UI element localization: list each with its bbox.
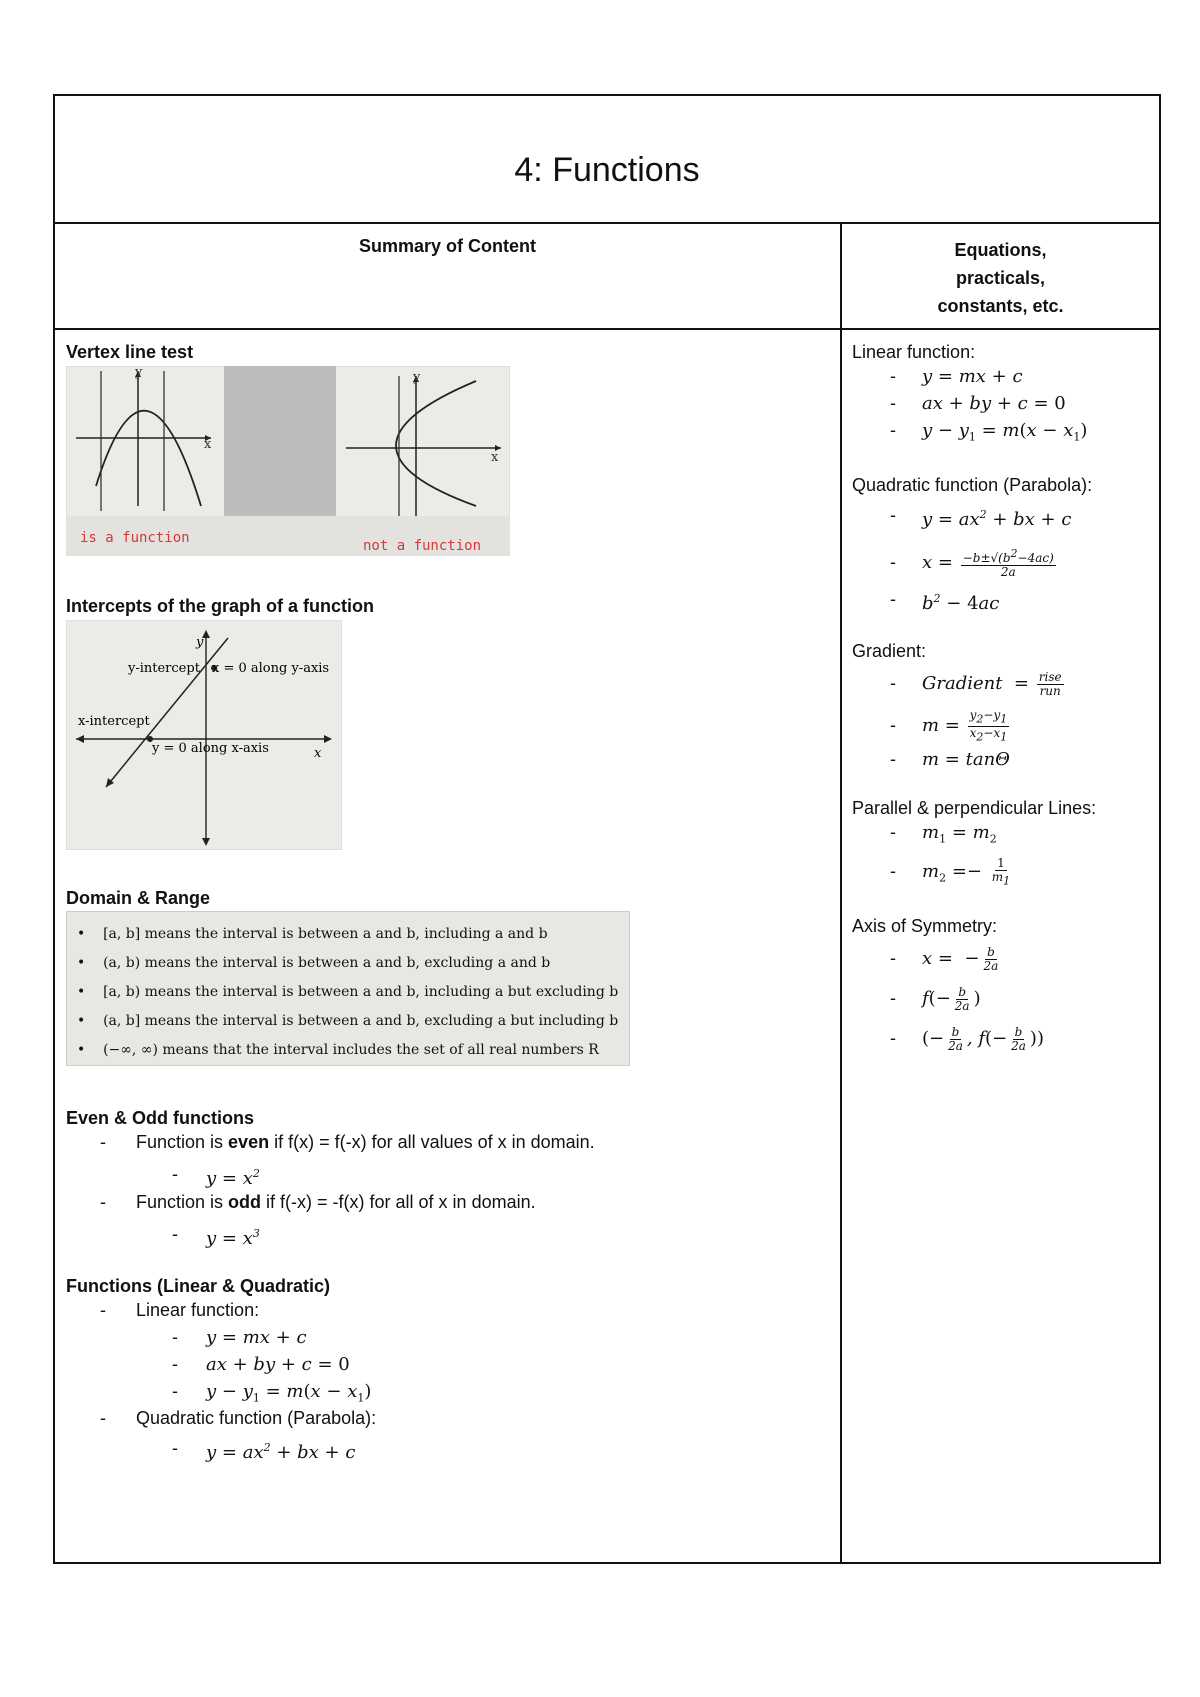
- equations-header-line: constants, etc.: [937, 296, 1064, 316]
- domain-item: • [a, b) means the interval is between a and b, including a but excluding b: [77, 984, 619, 1000]
- even-rule: - Function is even if f(x) = f(-x) for all values of x in domain.: [100, 1132, 595, 1152]
- quadratic-eq: - $y = ax^2$ + bx + c: [890, 505, 1072, 530]
- equations-header-line: practicals,: [955, 268, 1046, 288]
- axis-label: y: [135, 366, 143, 380]
- gradient-eq: - m = tanΘ: [890, 749, 1010, 770]
- odd-example: - $y = x^3$: [172, 1224, 260, 1249]
- domain-range-figure: [66, 911, 630, 1066]
- linear-heading: Linear function:: [852, 342, 976, 362]
- axis-label: x: [204, 437, 212, 452]
- parallel-eq: - $m_1 = m_2$: [890, 822, 997, 846]
- column-divider: [840, 222, 842, 1564]
- linear-label: - Linear function:: [100, 1300, 260, 1320]
- even-odd-title: Even & Odd functions: [66, 1108, 255, 1128]
- functions-title: Functions (Linear & Quadratic): [66, 1276, 331, 1296]
- domain-item: • (−∞, ∞) means that the interval includes the set of all real numbers R: [77, 1042, 599, 1058]
- quadratic-eq: - $y = ax^2$ + bx + c: [172, 1438, 356, 1463]
- linear-eq: - $y - y_1 = m(x - x_1)$: [172, 1381, 372, 1405]
- linear-eq: - y = mx + c: [890, 366, 1023, 387]
- domain-item: • (a, b] means the interval is between a and b, excluding a but including b: [77, 1013, 619, 1029]
- equations-header: [842, 236, 1159, 320]
- equations-column: [852, 340, 1152, 1058]
- quadratic-heading: Quadratic function (Parabola):: [852, 475, 1093, 495]
- title-row: [55, 96, 1159, 224]
- linear-eq: - y = mx + c: [172, 1327, 307, 1348]
- summary-column: [66, 340, 826, 1463]
- page-title: 4: Functions: [514, 150, 700, 189]
- summary-header: Summary of Content: [358, 236, 536, 256]
- axis-label: y: [196, 635, 204, 650]
- axis-label: y: [413, 370, 421, 385]
- domain-item: • [a, b] means the interval is between a and b, including a and b: [77, 926, 548, 942]
- gradient-eq: - Gradient = rise run: [890, 669, 1062, 698]
- equations-header-line: Equations,: [954, 240, 1047, 260]
- header-row: [55, 222, 1159, 330]
- is-function-label: is a function: [80, 530, 190, 546]
- axis-label: x: [491, 450, 499, 465]
- vertex-eq: - (− $\frac{b}{2a}$ , f(− $\frac{b}{2a}$ )): [890, 1024, 1044, 1053]
- intercepts-figure: [66, 620, 342, 850]
- domain-title: Domain & Range: [66, 888, 211, 908]
- quadratic-label: - Quadratic function (Parabola):: [100, 1408, 377, 1428]
- x-zero-label: x = 0 along y-axis: [212, 661, 330, 676]
- linear-eq: - $y - y_1 = m(x - x_1)$: [890, 420, 1088, 444]
- y-zero-label: y = 0 along x-axis: [152, 741, 269, 756]
- axis-eq: - f(− $\frac{b}{2a}$ ): [890, 984, 981, 1013]
- axis-label: x: [314, 746, 322, 761]
- domain-item: • (a, b) means the interval is between a and b, excluding a and b: [77, 955, 551, 971]
- axis-heading: Axis of Symmetry:: [852, 916, 998, 936]
- vertex-title: Vertex line test: [66, 342, 194, 362]
- x-intercept-label: x-intercept: [78, 714, 150, 729]
- intercepts-title: Intercepts of the graph of a function: [66, 596, 375, 616]
- not-function-label: not a function: [363, 538, 482, 554]
- gradient-heading: Gradient:: [852, 641, 927, 661]
- y-intercept-label: y-intercept: [128, 661, 200, 676]
- discriminant: - $b^2 - 4ac$: [890, 589, 1000, 614]
- perpendicular-eq: - $m_2$ =− $\frac{1}{m_1}$: [890, 855, 1011, 888]
- linear-eq: - ax + by + c = 0: [172, 1354, 350, 1375]
- even-example: - $y = x^2$: [172, 1164, 260, 1189]
- linear-eq: - ax + by + c = 0: [890, 393, 1066, 414]
- domain-list: [77, 920, 619, 1065]
- gradient-eq: - m = $\frac{y_2-y_1}{x_2-x_1}$: [890, 708, 1008, 743]
- quadratic-formula: - x = $\frac{-b\pm√(b^2-4ac)}{2a}$: [890, 547, 1054, 579]
- vertex-line-test-figure: [66, 366, 510, 556]
- parallel-heading: Parallel & perpendicular Lines:: [852, 798, 1097, 818]
- odd-rule: - Function is odd if f(-x) = -f(x) for all of x in domain.: [100, 1192, 536, 1212]
- axis-eq: - x = − $\frac{b}{2a}$: [890, 944, 999, 973]
- summary-sheet: [53, 94, 1161, 1564]
